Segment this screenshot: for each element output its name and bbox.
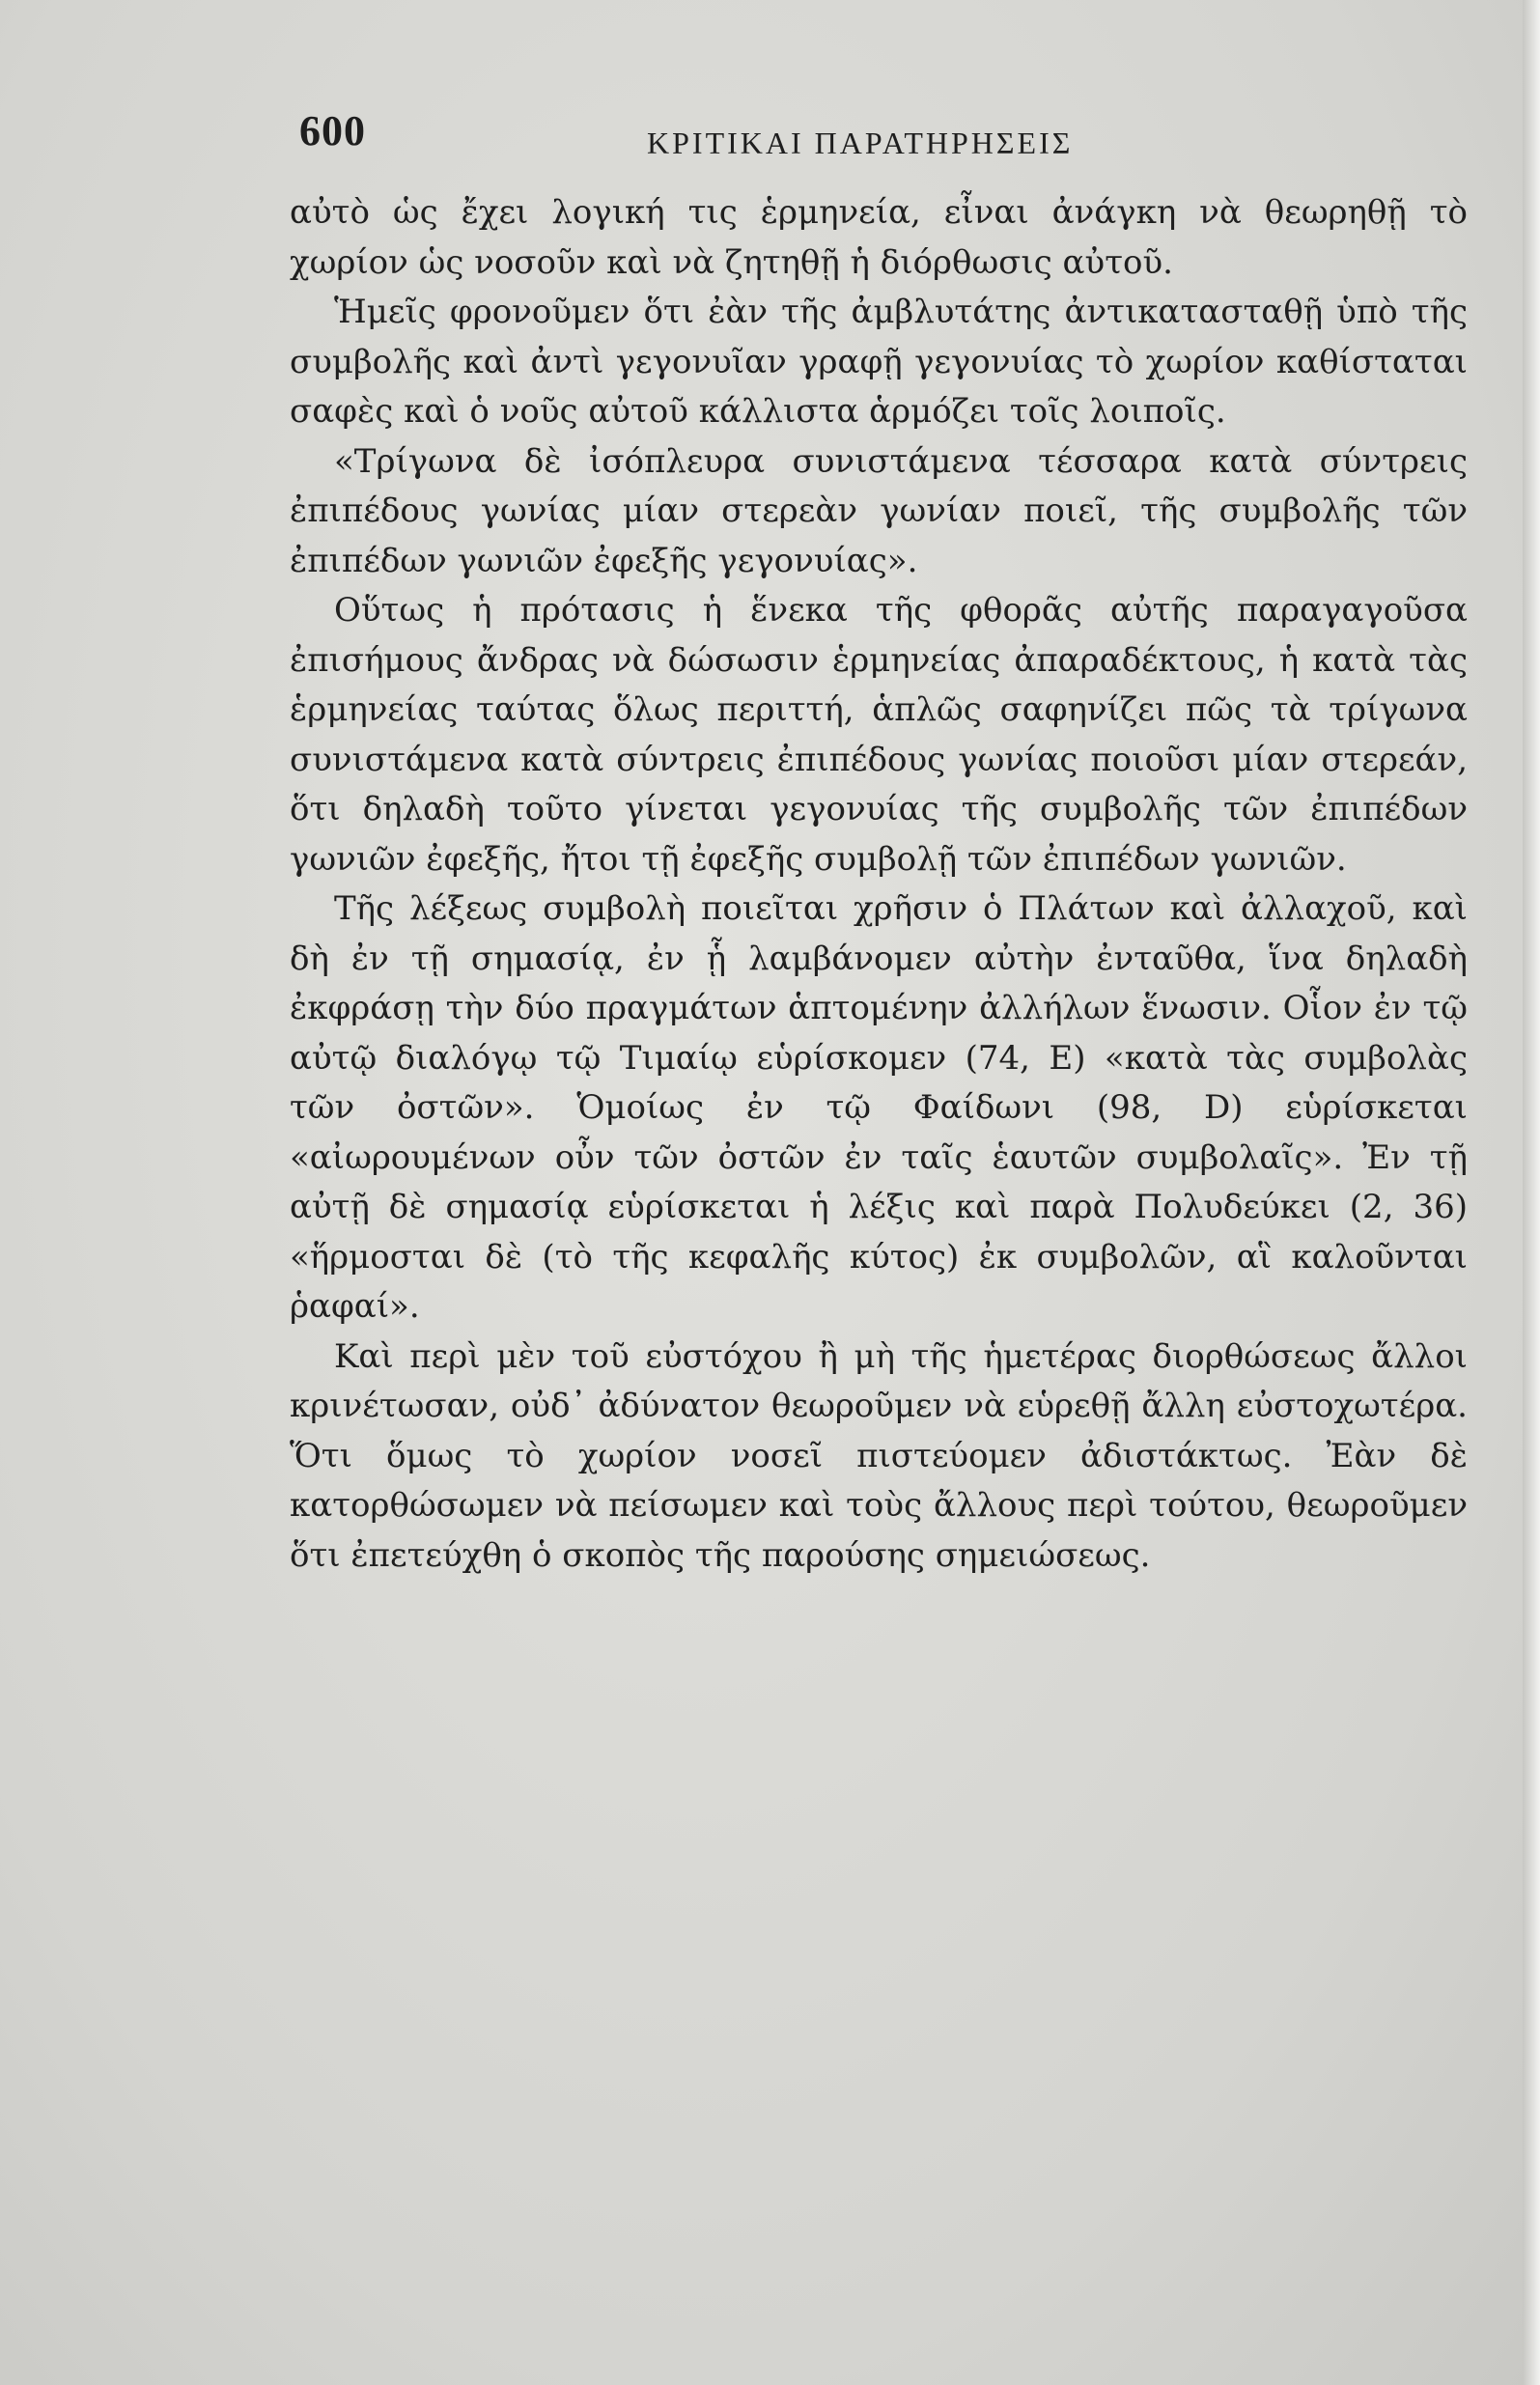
quotation-paragraph: «Τρίγωνα δὲ ἰσόπλευρα συνιστάμενα τέσσαρα κατὰ σύντρεις ἐπιπέδους γωνίας μίαν στερεὰν γωνίαν ποιεῖ, τῆς συμβολῆς τῶν ἐπιπέδων γωνιῶν ἐφεξῆς γεγονυίας».	[290, 441, 1468, 580]
paragraph-continuation: αὐτὸ ὡς ἔχει λογική τις ἑρμηνεία, εἶναι ἀνάγκη νὰ θεωρηθῇ τὸ χωρίον ὡς νοσοῦν καὶ νὰ ζητηθῇ ἡ διόρθωσις αὐτοῦ.	[290, 193, 1468, 282]
body-text	[290, 188, 1468, 1581]
page-header	[299, 106, 1217, 183]
paragraph: Τῆς λέξεως συμβολὴ ποιεῖται χρῆσιν ὁ Πλάτων καὶ ἀλλαχοῦ, καὶ δὴ ἐν τῇ σημασίᾳ, ἐν ᾗ λαμβάνομεν αὐτὴν ἐνταῦθα, ἵνα δηλαδὴ ἐκφράσῃ τὴν δύο πραγμάτων ἁπτομένην ἀλλήλων ἕνωσιν. Οἷον ἐν τῷ αὐτῷ διαλόγῳ τῷ Τιμαίῳ εὑρίσκομεν (74, Ε) «κατὰ τὰς συμβολὰς τῶν ὀστῶν». Ὁμοίως ἐν τῷ Φαίδωνι (98, D) εὑρίσκεται «αἰωρουμένων οὖν τῶν ὀστῶν ἐν ταῖς ἑαυτῶν συμβολαῖς». Ἐν τῇ αὐτῇ δὲ σημασίᾳ εὑρίσκεται ἡ λέξις καὶ παρὰ Πολυδεύκει (2, 36) «ἥρμοσται δὲ (τὸ τῆς κεφαλῆς κύτος) ἐκ συμβολῶν, αἳ καλοῦνται ῥαφαί».	[290, 889, 1468, 1326]
paragraph: Καὶ περὶ μὲν τοῦ εὐστόχου ἢ μὴ τῆς ἡμετέρας διορθώσεως ἄλλοι κρινέτωσαν, οὐδ᾽ ἀδύνατον θεωροῦμεν νὰ εὑρεθῇ ἄλλη εὐστοχωτέρα. Ὅτι ὅμως τὸ χωρίον νοσεῖ πιστεύομεν ἀδιστάκτως. Ἐὰν δὲ κατορθώσωμεν νὰ πείσωμεν καὶ τοὺς ἄλλους περὶ τούτου, θεωροῦμεν ὅτι ἐπετεύχθη ὁ σκοπὸς τῆς παρούσης σημειώσεως.	[290, 1336, 1468, 1575]
page-edge	[1523, 0, 1540, 2385]
paragraph: Ἡμεῖς φρονοῦμεν ὅτι ἐὰν τῆς ἀμβλυτάτης ἀντικατασταθῇ ὑπὸ τῆς συμβολῆς καὶ ἀντὶ γεγονυῖαν γραφῇ γεγονυίας τὸ χωρίον καθίσταται σαφὲς καὶ ὁ νοῦς αὐτοῦ κάλλιστα ἁρμόζει τοῖς λοιποῖς.	[290, 293, 1468, 431]
page-number: 600	[299, 107, 366, 154]
running-title: ΚΡΙΤΙΚΑΙ ΠΑΡΑΤΗΡΗΣΕΙΣ	[647, 126, 1074, 160]
paragraph: Οὕτως ἡ πρότασις ἡ ἕνεκα τῆς φθορᾶς αὐτῆς παραγαγοῦσα ἐπισήμους ἄνδρας νὰ δώσωσιν ἑρμηνείας ἀπαραδέκτους, ἡ κατὰ τὰς ἑρμηνείας ταύτας ὅλως περιττή, ἁπλῶς σαφηνίζει πῶς τὰ τρίγωνα συνιστάμενα κατὰ σύντρεις ἐπιπέδους γωνίας ποιοῦσι μίαν στερεάν, ὅτι δηλαδὴ τοῦτο γίνεται γεγονυίας τῆς συμβολῆς τῶν ἐπιπέδων γωνιῶν ἐφεξῆς, ἤτοι τῇ ἐφεξῆς συμβολῇ τῶν ἐπιπέδων γωνιῶν.	[290, 591, 1468, 879]
